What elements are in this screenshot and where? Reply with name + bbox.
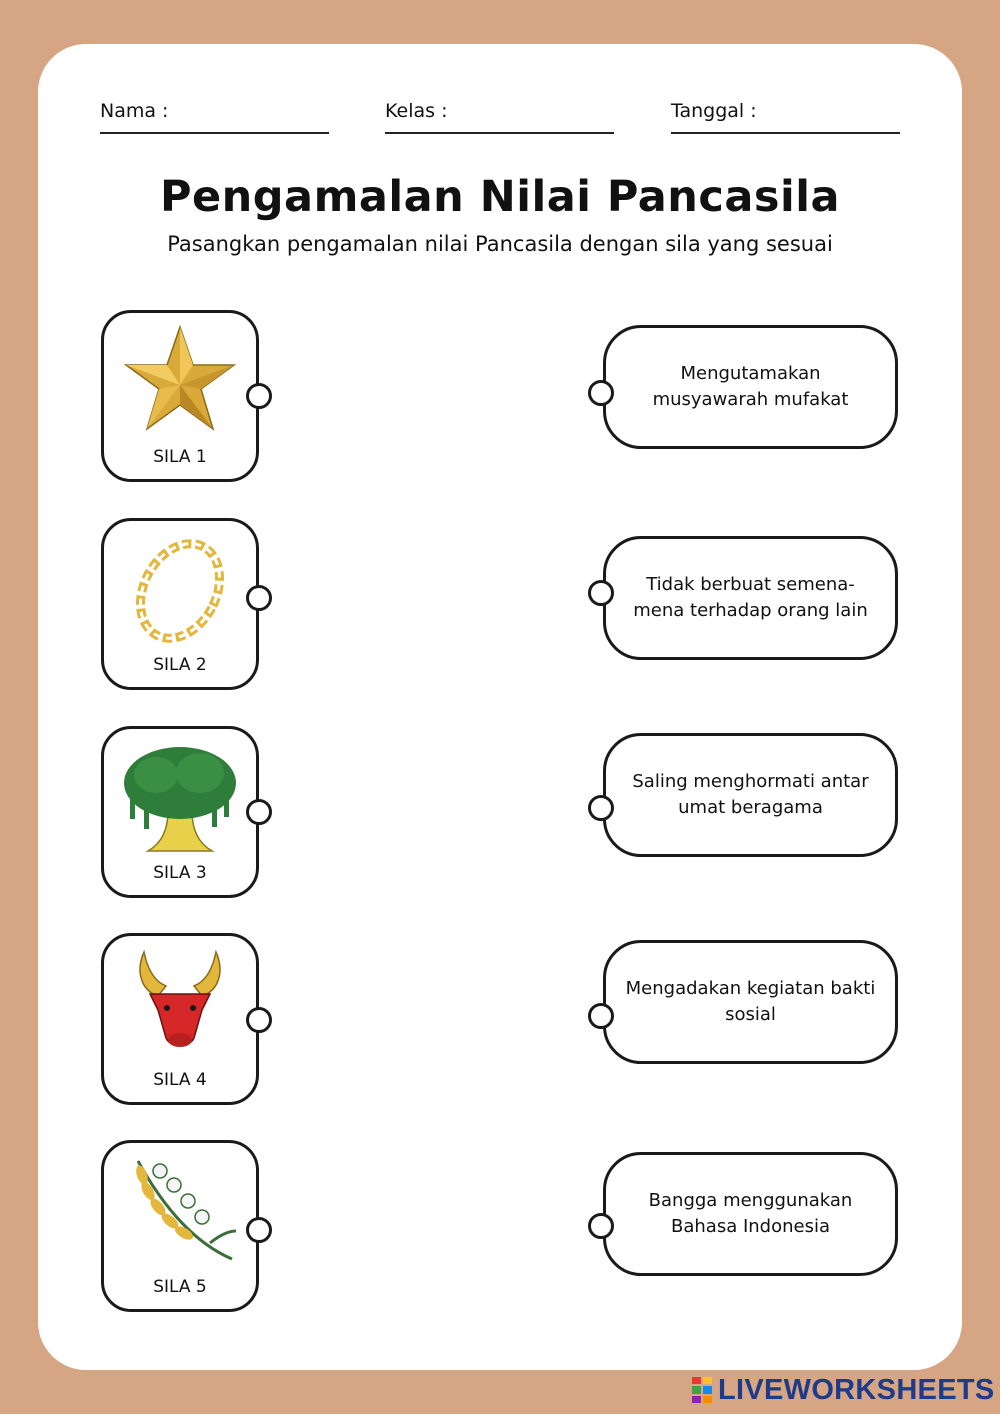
date-label: Tanggal : <box>671 100 757 122</box>
liveworksheets-logo-icon <box>692 1377 712 1403</box>
page-title: Pengamalan Nilai Pancasila <box>159 172 841 222</box>
answer-text: Mengadakan kegiatan bakti sosial <box>625 978 876 1025</box>
card-label: SILA 1 <box>153 447 207 467</box>
answer-card <box>603 536 898 660</box>
star-icon <box>120 321 240 439</box>
card-sila-5 <box>101 1140 259 1312</box>
card-label: SILA 5 <box>153 1277 207 1297</box>
answer-text: Saling menghormati antar umat beragama <box>632 771 869 818</box>
bull-head-icon <box>120 944 240 1062</box>
card-sila-2 <box>101 518 259 690</box>
answer-text: Tidak berbuat semena-mena terhadap orang lain <box>633 574 868 621</box>
card-label: SILA 3 <box>153 863 207 883</box>
answer-1-connector[interactable] <box>588 380 614 406</box>
answer-text: Bangga menggunakan Bahasa Indonesia <box>648 1190 853 1237</box>
answer-card <box>603 733 898 857</box>
rice-cotton-icon <box>120 1151 240 1269</box>
answer-card <box>603 940 898 1064</box>
sila-5-connector[interactable] <box>246 1217 272 1243</box>
sila-4-connector[interactable] <box>246 1007 272 1033</box>
card-label: SILA 2 <box>153 655 207 675</box>
answer-card <box>603 1152 898 1276</box>
class-line[interactable] <box>385 132 614 134</box>
answer-2-connector[interactable] <box>588 580 614 606</box>
card-label: SILA 4 <box>153 1070 207 1090</box>
name-label: Nama : <box>100 100 169 122</box>
sila-3-connector[interactable] <box>246 799 272 825</box>
class-label: Kelas : <box>385 100 448 122</box>
date-line[interactable] <box>671 132 900 134</box>
card-sila-1 <box>101 310 259 482</box>
sila-2-connector[interactable] <box>246 585 272 611</box>
banyan-tree-icon <box>120 737 240 855</box>
card-sila-3 <box>101 726 259 898</box>
brand-text: LIVEWORKSHEETS <box>718 1373 995 1406</box>
answer-4-connector[interactable] <box>588 1003 614 1029</box>
sila-1-connector[interactable] <box>246 383 272 409</box>
name-line[interactable] <box>100 132 329 134</box>
answer-text: Mengutamakan musyawarah mufakat <box>652 363 849 410</box>
page-subtitle: Pasangkan pengamalan nilai Pancasila dengan sila yang sesuai <box>167 232 833 256</box>
liveworksheets-brand <box>692 1373 995 1407</box>
card-sila-4 <box>101 933 259 1105</box>
answer-3-connector[interactable] <box>588 795 614 821</box>
answer-5-connector[interactable] <box>588 1213 614 1239</box>
answer-card <box>603 325 898 449</box>
chain-icon <box>120 529 240 647</box>
